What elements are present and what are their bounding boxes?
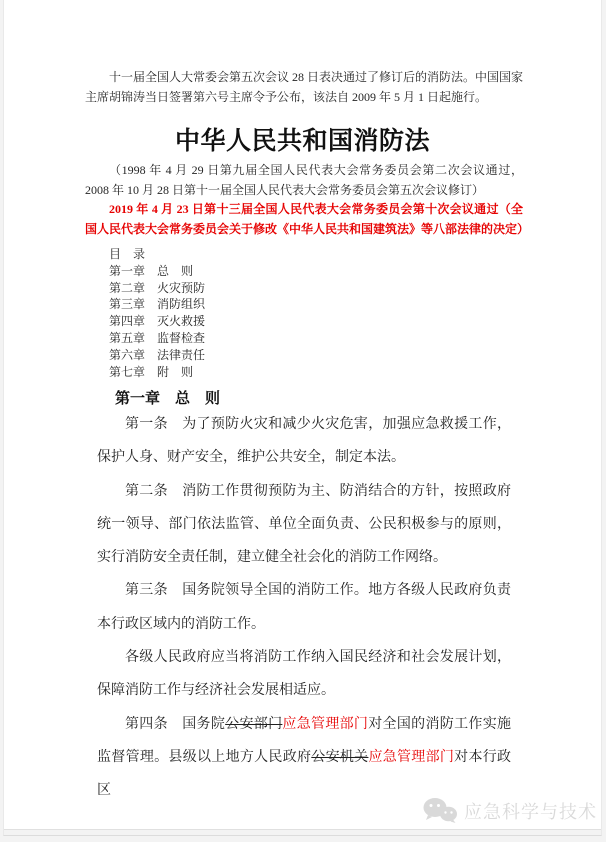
- article-4-struck-text: 公安部门: [225, 716, 283, 732]
- article-4-text: 对全国的消防工作实施监督管理。县级以上地方人民政府: [97, 716, 512, 765]
- article-4-text: 对本行政区: [97, 749, 512, 799]
- amendment-2019-note: 2019 年 4 月 23 日第十三届全国人民代表大会常务委员会第十次会议通过（全国人民代表大会常务委员会关于修改《中华人民共和国建筑法》等八部法律的决定）: [85, 202, 530, 236]
- revision-notes: [85, 161, 530, 239]
- article-3-paragraph-2: 各级人民政府应当将消防工作纳入国民经济和社会发展计划，保障消防工作与经济社会发展相适应。: [97, 650, 511, 699]
- toc-heading: 目 录: [109, 247, 146, 261]
- chapter-1-heading: 第一章 总 则: [115, 391, 221, 407]
- enactment-note: （1998 年 4 月 29 日第九届全国人民代表大会常务委员会第二次会议通过，2008 年 10 月 28 日第十一届全国人民代表大会常务委员会第五次会议修订）: [85, 163, 523, 197]
- page-bottom-edge: [4, 829, 601, 835]
- article-1: 第一条 为了预防火灾和减少火灾危害，加强应急救援工作，保护人身、财产安全，维护公共安全，制定本法。: [97, 417, 511, 466]
- law-title: 中华人民共和国消防法: [174, 128, 430, 155]
- toc-item-chapter-6: 第六章 法律责任: [109, 347, 206, 362]
- document-page: [3, 0, 602, 836]
- toc-item-chapter-2: 第二章 火灾预防: [109, 280, 206, 295]
- toc-item-chapter-5: 第五章 监督检查: [109, 330, 206, 345]
- toc-item-chapter-4: 第四章 灭火救援: [109, 314, 206, 329]
- toc-item-chapter-7: 第七章 附 则: [109, 364, 194, 379]
- article-4-amended-text: 应急管理部门: [282, 716, 369, 732]
- article-3: 第三条 国务院领导全国的消防工作。地方各级人民政府负责本行政区域内的消防工作。: [97, 583, 511, 632]
- toc-item-chapter-3: 第三章 消防组织: [109, 297, 206, 312]
- watermark-label: 应急科学与技术: [464, 801, 597, 822]
- wechat-icon: [422, 797, 458, 824]
- intro-paragraph: 十一届全国人大常委会第五次会议 28 日表决通过了修订后的消防法。中国国家主席胡锦涛当日签署第六号主席令予公布，该法自 2009 年 5 月 1 日起施行。: [85, 70, 524, 104]
- article-2: 第二条 消防工作贯彻预防为主、防消结合的方针，按照政府统一领导、部门依法监管、单位全面负责、公民积极参与的原则，实行消防安全责任制，建立健全社会化的消防工作网络。: [97, 483, 511, 566]
- article-4-amended-text: 应急管理部门: [368, 749, 455, 765]
- chapter-1-body: [97, 408, 511, 808]
- table-of-contents: [85, 246, 505, 380]
- article-4-text: 第四条 国务院: [125, 716, 226, 732]
- article-4: [97, 708, 511, 808]
- watermark: [422, 797, 597, 824]
- toc-item-chapter-1: 第一章 总 则: [109, 263, 194, 278]
- article-4-struck-text: 公安机关: [311, 749, 369, 765]
